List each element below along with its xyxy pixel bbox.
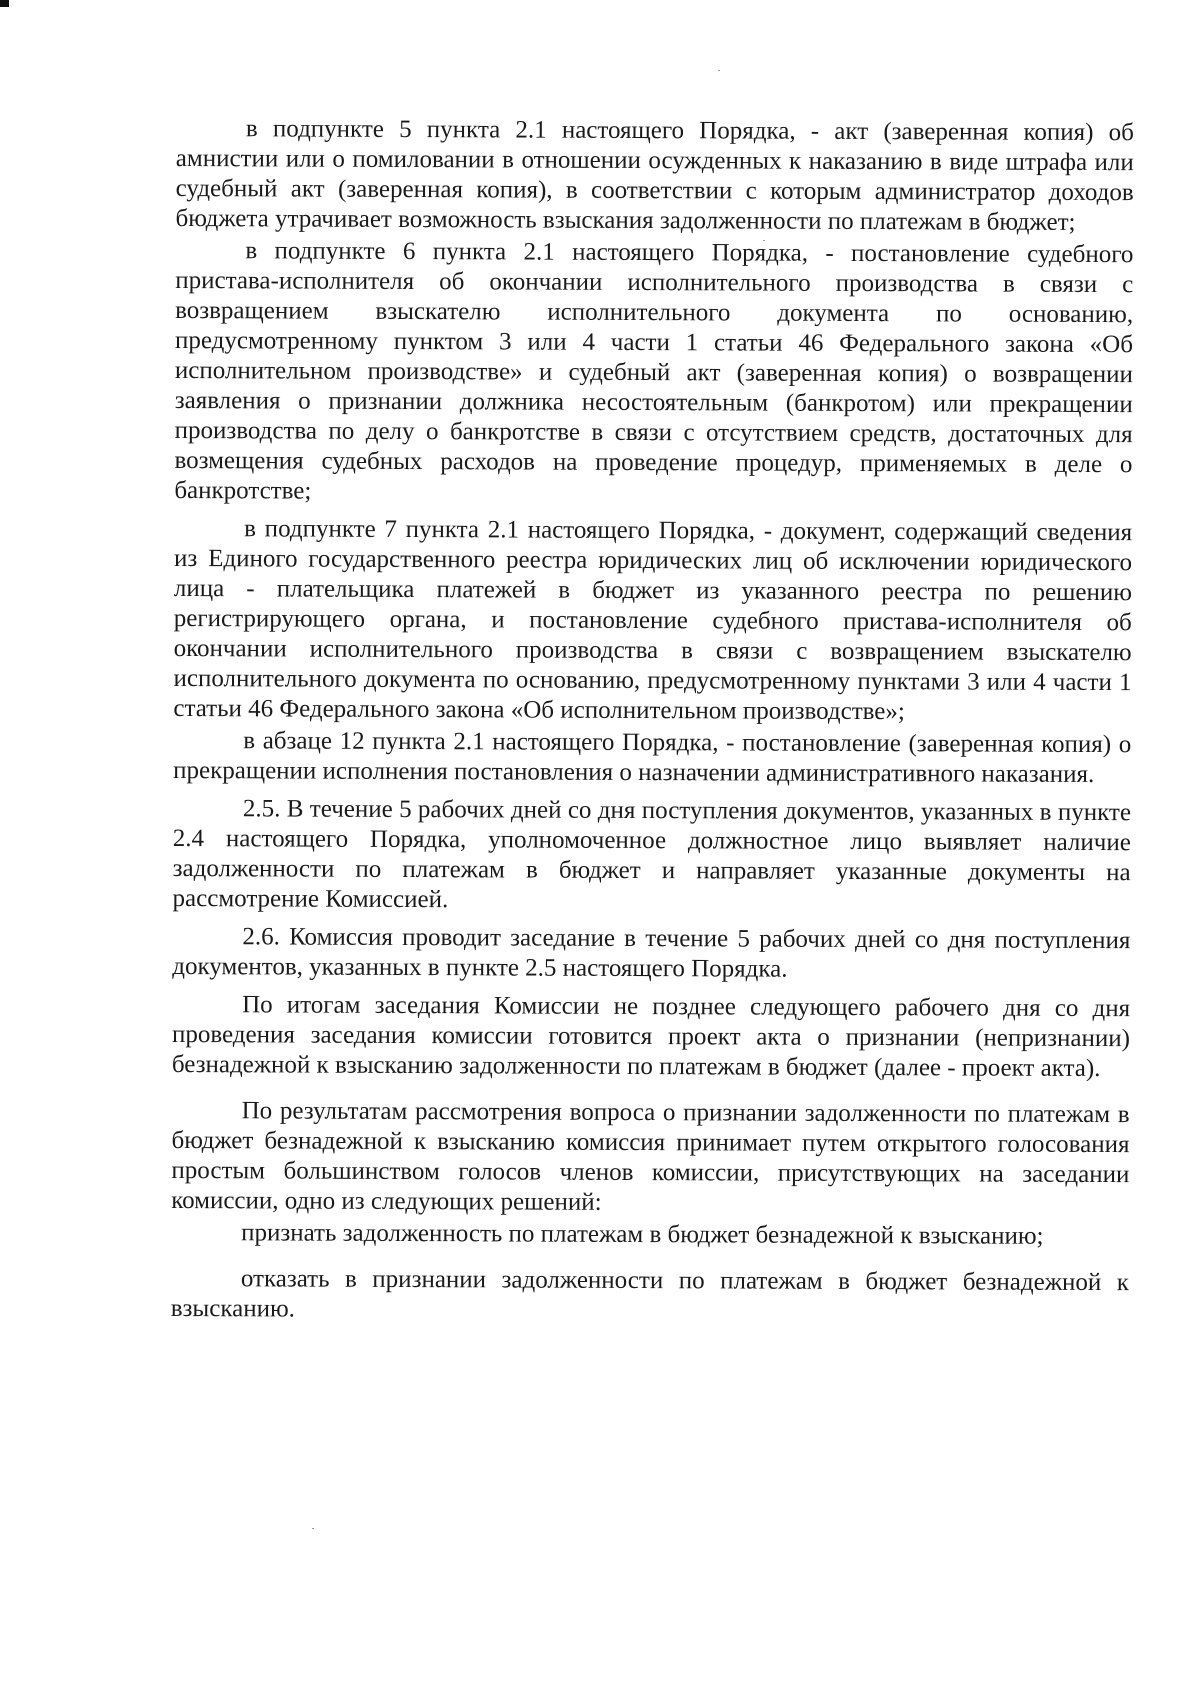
paragraph-subpoint-5-documents: в подпункте 5 пункта 2.1 настоящего Порядка, - акт (заверенная копия) об амнистии или о помиловании в отношении осужденных к наказанию в виде штрафа или судебный акт (заверенная копия), в соответствии с которым администратор доходов бюджета утрачивает возможность взыскания задолженности по платежам в бюджет;	[175, 115, 1134, 236]
scan-speck	[718, 70, 720, 71]
scan-corner-mark	[0, 0, 9, 7]
document-body	[171, 114, 1134, 1328]
paragraph-subpoint-7-documents: в подпункте 7 пункта 2.1 настоящего Порядка, - документ, содержащий сведения из Единого государственного реестра юридических лиц об исключении юридического лица - плательщика платежей в бюджет из указанного реестра по решению регистрирующего органа, и постановление судебного пристава-исполнителя об окончании исполнительного производства в связи с возвращением взыскателю исполнительного документа по основанию, предусмотренному пунктами 3 или 4 части 1 статьи 46 Федерального закона «Об исполнительном производстве»;	[173, 515, 1133, 726]
paragraph-section-2-5: 2.5. В течение 5 рабочих дней со дня поступления документов, указанных в пункте 2.4 настоящего Порядка, уполномоченное должностное лицо выявляет наличие задолженности по платежам в бюджет и направляет указанные документы на рассмотрение Комиссией.	[172, 795, 1132, 914]
paragraph-meeting-results: По итогам заседания Комиссии не позднее следующего рабочего дня со дня проведения заседания комиссии готовится проект акта о признании (непризнании) безнадежной к взысканию задолженности по платежам в бюджет (далее - проект акта).	[171, 991, 1131, 1083]
paragraph-subpoint-6-documents: в подпункте 6 пункта 2.1 настоящего Порядка, - постановление судебного пристава-исполнителя об окончании исполнительного производства в связи с возвращением взыскателю исполнительного документа по основанию, предусмотренному пунктом 3 или 4 части 1 статьи 46 Федерального закона «Об исполнительном производстве» и судебный акт (заверенная копия) о возвращении заявления о признании должника несостоятельным (банкротом) или прекращении производства по делу о банкротстве в связи с отсутствием средств, достаточных для возмещения судебных расходов на проведение процедур, применяемых в деле о банкротстве;	[174, 237, 1134, 505]
paragraph-decision-recognize: признать задолженность по платежам в бюджет безнадежной к взысканию;	[241, 1219, 1044, 1250]
paragraph-section-2-6: 2.6. Комиссия проводит заседание в течение 5 рабочих дней со дня поступления документов, указанных в пункте 2.5 настоящего Порядка.	[172, 923, 1131, 983]
paragraph-decision-refuse: отказать в признании задолженности по платежам в бюджет безнадежной к взысканию.	[170, 1265, 1129, 1323]
scan-speck	[312, 1528, 314, 1529]
paragraph-clause-12-documents: в абзаце 12 пункта 2.1 настоящего Порядка, - постановление (заверенная копия) о прекращении исполнения постановления о назначении административного наказания.	[173, 727, 1132, 789]
paragraph-commission-decision: По результатам рассмотрения вопроса о признании задолженности по платежам в бюджет безнадежной к взысканию комиссия принимает путем открытого голосования простым большинством голосов членов комиссии, присутствующих на заседании комиссии, одно из следующих решений:	[171, 1097, 1130, 1216]
